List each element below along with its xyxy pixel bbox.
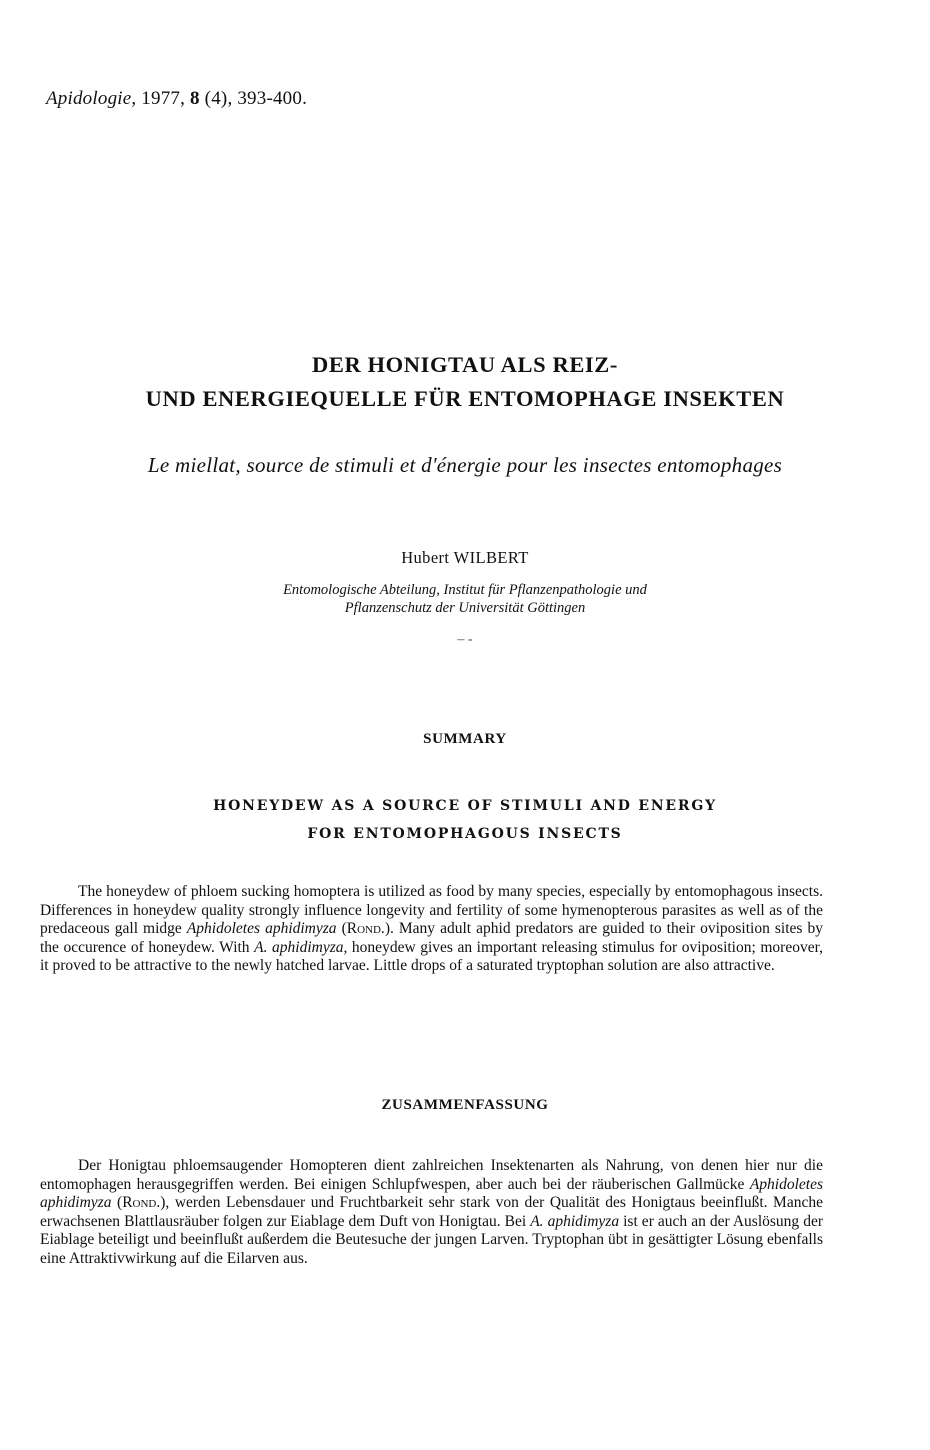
taxon-author: Rond. — [346, 920, 385, 938]
affiliation-line-2: Pflanzenschutz der Universität Göttingen — [344, 600, 586, 616]
summary-title-line-1: HONEYDEW AS A SOURCE OF STIMULI AND ENERGY — [213, 798, 717, 814]
summary-paragraph — [40, 883, 823, 976]
french-subtitle: Le miellat, source de stimuli et d'énergie pour les insectes entomophages — [147, 453, 783, 477]
zusammenfassung-text-part: ), werden Lebensdauer und Fruchtbarkeit sehr stark von der Qualität des Honigtaus beeinflußt. Manche erwachsenen Blattlausräuber folgen zur Eiablage dem Duft von Honigtau. Bei — [40, 1194, 823, 1230]
species-name: Aphidoletes aphidimyza — [186, 920, 337, 938]
zusammenfassung-text-part: ( — [111, 1194, 123, 1212]
affiliation-line-1: Entomologische Abteilung, Institut für Pflanzenpathologie und — [283, 582, 647, 598]
summary-heading: SUMMARY — [423, 731, 507, 747]
taxon-author: Rond. — [122, 1194, 161, 1212]
citation-year: 1977 — [141, 88, 181, 109]
zusammenfassung-paragraph — [40, 1157, 823, 1269]
separator-mark: – - — [457, 632, 473, 647]
species-name: A. aphidimyza — [530, 1212, 620, 1230]
citation-issue: (4) — [204, 88, 228, 109]
zusammenfassung-heading: ZUSAMMENFASSUNG — [381, 1097, 549, 1113]
author-affiliation — [0, 581, 930, 617]
species-name: A. aphidimyza, — [254, 938, 348, 956]
author-name: Hubert WILBERT — [401, 548, 529, 567]
summary-title — [0, 792, 930, 848]
summary-text-part: The honeydew of phloem sucking homoptera is utilized as food by many species, especially by entomophagous insects. Differences in honeydew quality strongly influence longevity and fertility of some hymenopterous parasites as well as of the predaceous gall midge — [40, 883, 823, 938]
species-name: Aphidoletes aphidimyza — [40, 1175, 823, 1212]
journal-name: Apidologie — [46, 88, 132, 109]
summary-text-part: ( — [336, 920, 347, 938]
journal-citation: Apidologie, 1977, 8 (4), 393-400. — [46, 88, 308, 109]
citation-pages: 393-400. — [237, 88, 308, 109]
citation-volume: 8 — [190, 88, 200, 109]
zusammenfassung-text-part: ist er auch an der Auslösung der Eiablage beteiligt und beeinflußt außerdem die Beutesuche der jungen Larven. Tryptophan übt in gesättigter Lösung ebenfalls eine Attraktivwirkung auf die Eilarven aus. — [40, 1212, 824, 1267]
paper-title — [0, 348, 930, 416]
title-line-1: DER HONIGTAU ALS REIZ- — [312, 352, 618, 377]
summary-title-line-2: FOR ENTOMOPHAGOUS INSECTS — [307, 826, 623, 842]
zusammenfassung-text-part: Der Honigtau phloemsaugender Homopteren dient zahlreichen Insektenarten als Nahrung, von denen hier nur die entomophagen herausgegriffen werden. Bei einigen Schlupfwespen, aber auch bei der räuberischen Gallmücke — [40, 1157, 823, 1193]
summary-text-part: honeydew gives an important releasing stimulus for oviposition; moreover, it proved to be attractive to the newly hatched larvae. Little drops of a saturated tryptophan solution are also attractive. — [40, 938, 823, 975]
title-line-2: UND ENERGIEQUELLE FÜR ENTOMOPHAGE INSEKTEN — [145, 386, 785, 411]
summary-text-part: ). Many adult aphid predators are guided to their oviposition sites by the occurence of honeydew. With — [40, 920, 823, 956]
